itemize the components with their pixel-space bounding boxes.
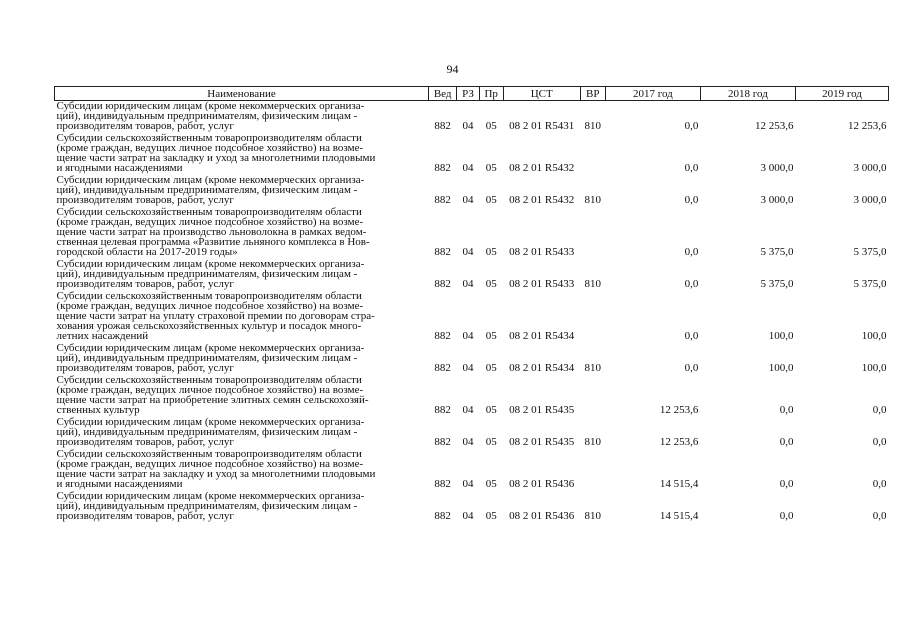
cell-2017: 0,0 [684, 194, 699, 206]
cell-rz: 04 [462, 246, 474, 258]
cell-2017: 0,0 [684, 278, 699, 290]
cell-cst: 08 2 01 R5436 [509, 478, 575, 490]
cell-pr: 05 [485, 436, 497, 448]
cell-2018: 0,0 [779, 510, 794, 522]
cell-2019: 100,0 [861, 362, 887, 374]
cell-2019: 0,0 [872, 404, 887, 416]
cell-pr: 05 [485, 362, 497, 374]
table-row [55, 259, 889, 291]
cell-ved: 882 [434, 278, 451, 290]
cell-2017: 0,0 [684, 246, 699, 258]
header-name: Наименование [55, 87, 429, 101]
cell-cst: 08 2 01 R5432 [509, 194, 575, 206]
cell-pr: 05 [485, 278, 497, 290]
header-pr: Пр [479, 87, 503, 101]
cell-rz: 04 [462, 162, 474, 174]
cell-ved: 882 [434, 246, 451, 258]
cell-name: Субсидии юридическим лицам (кроме некоммерческих организа- ций), индивидуальным предпринимателям, физическим лицам - производителям товаров, работ, услуг [56, 174, 365, 206]
cell-rz: 04 [462, 362, 474, 374]
cell-rz: 04 [462, 194, 474, 206]
cell-2018: 5 375,0 [760, 246, 794, 258]
cell-2019: 5 375,0 [853, 278, 887, 290]
cell-name: Субсидии сельскохозяйственным товаропроизводителям области (кроме граждан, ведущих личное подсобное хозяйство) на возме- щение части затрат на уплату страховой премии по договорам стра- хования урожая сельскохозяйственных культур и посадок много- летних насаждений [56, 290, 375, 342]
cell-2017: 14 515,4 [659, 478, 699, 490]
cell-rz: 04 [462, 510, 474, 522]
cell-cst: 08 2 01 R5433 [509, 246, 575, 258]
cell-cst: 08 2 01 R5435 [509, 436, 575, 448]
cell-ved: 882 [434, 362, 451, 374]
cell-name: Субсидии сельскохозяйственным товаропроизводителям области (кроме граждан, ведущих личное подсобное хозяйство) на возме- щение части затрат на приобретение элитных семян сельскохозяй- ственных культур [56, 374, 369, 416]
cell-2017: 0,0 [684, 162, 699, 174]
header-2019: 2019 год [795, 87, 888, 101]
cell-2017: 0,0 [684, 330, 699, 342]
cell-rz: 04 [462, 278, 474, 290]
cell-cst: 08 2 01 R5431 [509, 120, 575, 132]
cell-vr: 810 [584, 510, 602, 522]
cell-name: Субсидии юридическим лицам (кроме некоммерческих организа- ций), индивидуальным предпринимателям, физическим лицам - производителям товаров, работ, услуг [56, 490, 365, 522]
table-row [55, 449, 889, 491]
table-row [55, 133, 889, 175]
cell-2018: 12 253,6 [754, 120, 794, 132]
cell-ved: 882 [434, 194, 451, 206]
cell-pr: 05 [485, 162, 497, 174]
cell-2017: 0,0 [684, 362, 699, 374]
header-vr: ВР [580, 87, 605, 101]
cell-cst: 08 2 01 R5436 [509, 510, 575, 522]
cell-pr: 05 [485, 478, 497, 490]
cell-ved: 882 [434, 510, 451, 522]
table-row [55, 343, 889, 375]
cell-vr: 810 [584, 194, 602, 206]
cell-2017: 14 515,4 [659, 510, 699, 522]
cell-rz: 04 [462, 120, 474, 132]
cell-name: Субсидии юридическим лицам (кроме некоммерческих организа- ций), индивидуальным предпринимателям, физическим лицам - производителям товаров, работ, услуг [56, 258, 365, 290]
table-row [55, 175, 889, 207]
cell-2019: 3 000,0 [853, 194, 887, 206]
cell-2019: 5 375,0 [853, 246, 887, 258]
cell-vr [580, 449, 605, 491]
cell-pr: 05 [485, 510, 497, 522]
cell-2018: 3 000,0 [760, 162, 794, 174]
cell-cst: 08 2 01 R5435 [509, 404, 575, 416]
cell-vr [580, 291, 605, 343]
cell-name: Субсидии юридическим лицам (кроме некоммерческих организа- ций), индивидуальным предпринимателям, физическим лицам - производителям товаров, работ, услуг [56, 100, 365, 132]
cell-vr: 810 [584, 436, 602, 448]
cell-vr [580, 207, 605, 259]
cell-name: Субсидии сельскохозяйственным товаропроизводителям области (кроме граждан, ведущих личное подсобное хозяйство) на возме- щение части затрат на производство льноволокна в рамках ведом- ственная целевая программа «Развитие льняного комплекса в Нов- городской области на 2017-2019 годы» [56, 206, 370, 258]
cell-2018: 100,0 [768, 330, 794, 342]
header-2018: 2018 год [700, 87, 795, 101]
cell-rz: 04 [462, 404, 474, 416]
cell-vr: 810 [584, 362, 602, 374]
header-ved: Вед [429, 87, 457, 101]
cell-2017: 0,0 [684, 120, 699, 132]
cell-pr: 05 [485, 404, 497, 416]
cell-vr: 810 [584, 278, 602, 290]
header-rz: РЗ [457, 87, 479, 101]
cell-vr: 810 [584, 120, 602, 132]
cell-pr: 05 [485, 120, 497, 132]
table-row [55, 491, 889, 523]
table-row [55, 291, 889, 343]
cell-ved: 882 [434, 330, 451, 342]
cell-2017: 12 253,6 [659, 436, 699, 448]
cell-ved: 882 [434, 436, 451, 448]
cell-cst: 08 2 01 R5434 [509, 330, 575, 342]
cell-name: Субсидии юридическим лицам (кроме некоммерческих организа- ций), индивидуальным предпринимателям, физическим лицам - производителям товаров, работ, услуг [56, 342, 365, 374]
cell-2018: 100,0 [768, 362, 794, 374]
cell-2019: 3 000,0 [853, 162, 887, 174]
table-row [55, 417, 889, 449]
cell-2017: 12 253,6 [659, 404, 699, 416]
cell-ved: 882 [434, 404, 451, 416]
cell-2019: 0,0 [872, 478, 887, 490]
cell-ved: 882 [434, 120, 451, 132]
table-body [55, 101, 889, 524]
cell-cst: 08 2 01 R5434 [509, 362, 575, 374]
cell-cst: 08 2 01 R5432 [509, 162, 575, 174]
budget-table [54, 86, 889, 523]
cell-pr: 05 [485, 330, 497, 342]
cell-rz: 04 [462, 478, 474, 490]
cell-2019: 0,0 [872, 436, 887, 448]
cell-cst: 08 2 01 R5433 [509, 278, 575, 290]
header-cst: ЦСТ [503, 87, 580, 101]
page-number: 94 [446, 62, 459, 76]
cell-name: Субсидии сельскохозяйственным товаропроизводителям области (кроме граждан, ведущих личное подсобное хозяйство) на возме- щение части затрат на закладку и уход за многолетними плодовыми и ягодными насаждениями [56, 132, 376, 174]
cell-name: Субсидии сельскохозяйственным товаропроизводителям области (кроме граждан, ведущих личное подсобное хозяйство) на возме- щение части затрат на закладку и уход за многолетними плодовыми и ягодными насаждениями [56, 448, 376, 490]
cell-ved: 882 [434, 478, 451, 490]
cell-2018: 0,0 [779, 478, 794, 490]
cell-2018: 3 000,0 [760, 194, 794, 206]
cell-2018: 0,0 [779, 436, 794, 448]
cell-2019: 100,0 [861, 330, 887, 342]
table-row [55, 207, 889, 259]
cell-2018: 0,0 [779, 404, 794, 416]
cell-2019: 12 253,6 [848, 120, 887, 132]
cell-vr [580, 133, 605, 175]
cell-2018: 5 375,0 [760, 278, 794, 290]
cell-2019: 0,0 [872, 510, 887, 522]
table-header-row [55, 87, 889, 101]
cell-rz: 04 [462, 330, 474, 342]
table-row [55, 101, 889, 134]
cell-ved: 882 [434, 162, 451, 174]
cell-name: Субсидии юридическим лицам (кроме некоммерческих организа- ций), индивидуальным предпринимателям, физическим лицам - производителям товаров, работ, услуг [56, 416, 365, 448]
cell-rz: 04 [462, 436, 474, 448]
header-2017: 2017 год [605, 87, 700, 101]
table-row [55, 375, 889, 417]
cell-pr: 05 [485, 246, 497, 258]
cell-vr [580, 375, 605, 417]
cell-pr: 05 [485, 194, 497, 206]
